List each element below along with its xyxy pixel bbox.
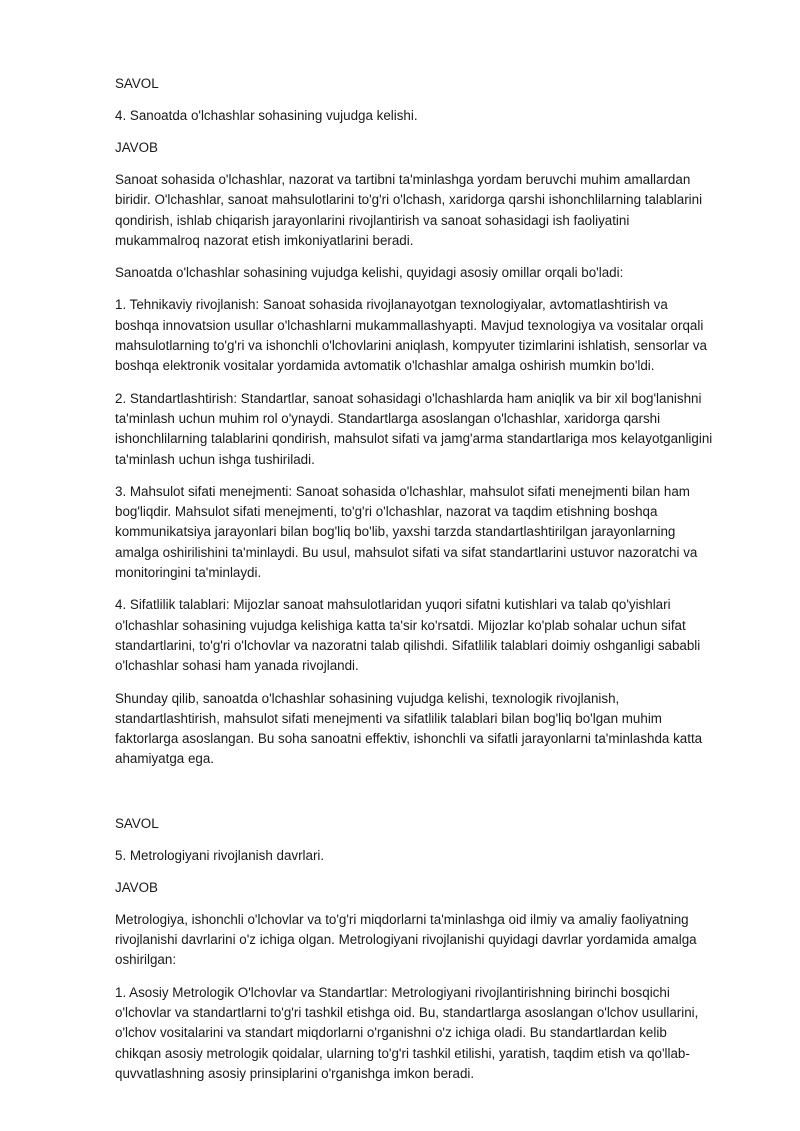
answer-paragraph: 1. Asosiy Metrologik O'lchovlar va Standartlar: Metrologiyani rivojlantirishning birinchi bosqichi o'lchovlar va standartlarni to'g'ri tashkil etishga oid. Bu, standartlarga asoslangan o'lchov usullarini, o'lchov vositalarini va standart miqdorlarni o'rganishni o'z ichiga oladi. Bu standartlardan kelib chikqan asosiy metrologik qoidalar, ularning to'g'ri tashkil etilishi, yaratish, taqdim etish va qo'llab-quvvatlashning asosiy prinsiplarini o'rganishga imkon beradi. <box>115 984 699 1081</box>
answer-paragraph: Sanoatda o'lchashlar sohasining vujudga kelishi, quyidagi asosiy omillar orqali bo'ladi: <box>115 265 624 281</box>
question-text: 4. Sanoatda o'lchashlar sohasining vujudga kelishi. <box>115 108 418 123</box>
answer-paragraph: 4. Sifatlilik talablari: Mijozlar sanoat mahsulotlaridan yuqori sifatni kutishlari va talab qo'yishlari o'lchashlar sohasining vujudga kelishiga katta ta'sir ko'rsatdi. Mijozlar ko'plab sohalar uchun sifat standartlarini, to'g'ri o'lchovlar va nazoratni talab qilishdi. Sifatlilik talablari doimiy oshganligi sababli o'lchashlar sohasi ham yanada rivojlandi. <box>115 597 701 674</box>
section-gap <box>115 782 715 814</box>
answer-paragraph: Sanoat sohasida o'lchashlar, nazorat va tartibni ta'minlashga yordam beruvchi muhim amallardan biridir. O'lchashlar, sanoat mahsulotlarini to'g'ri o'lchash, xaridorga qarshi ishonchlilarning talablarini qondirish, ishlab chiqarish jarayonlarini rivojlantirish va sanoat sohasidagi ish faoliyatini mukammalroq nazorat etish imkoniyatlarini beradi. <box>115 172 703 248</box>
document-page <box>115 74 715 1096</box>
savol-label: SAVOL <box>115 76 159 91</box>
answer-paragraph: 1. Tehnikaviy rivojlanish: Sanoat sohasida rivojlanayotgan texnologiyalar, avtomatlashtirish va boshqa innovatsion usullar o'lchashlarni mukammallashyapti. Mavjud texnologiya va vositalar orqali mahsulotlarning to'g'ri va ishonchli o'lchovlarini aniqlash, kompyuter tizimlarini ishlatish, sensorlar va boshqa elektronik vositalar yordamida avtomatik o'lchashlar amalga oshirish mumkin bo'ldi. <box>115 297 707 374</box>
answer-paragraph: 2. Standartlashtirish: Standartlar, sanoat sohasidagi o'lchashlarda ham aniqlik va bir xil bog'lanishni ta'minlash uchun muhim rol o'ynaydi. Standartlarga asoslangan o'lchashlar, xaridorga qarshi ishonchlilarning talablarini qondirish, mahsulot sifati va jamg'arma standartlariga mos kelayotganligini ta'minlash uchun ishga tushiriladi. <box>115 390 713 467</box>
answer-paragraph: Shunday qilib, sanoatda o'lchashlar sohasining vujudga kelishi, texnologik rivojlanish, standartlashtirish, mahsulot sifati menejmenti va sifatlilik talablari bilan bog'liq bo'lgan muhim faktorlarga asoslangan. Bu soha sanoatni effektiv, ishonchli va sifatli jarayonlarni ta'minlashda katta ahamiyatga ega. <box>115 690 703 767</box>
qa-section-5 <box>115 814 715 1084</box>
qa-section-4 <box>115 74 715 770</box>
answer-paragraph: 3. Mahsulot sifati menejmenti: Sanoat sohasida o'lchashlar, mahsulot sifati menejmenti bilan ham bog'liqdir. Mahsulot sifati menejmenti, to'g'ri o'lchashlar, nazorat va taqdim etishning boshqa kommunikatsiya jarayonlari bilan bog'liq bo'lib, yaxshi tarzda standartlashtirilgan jarayonlarning amalga oshirilishini ta'minlaydi. Bu usul, mahsulot sifati va sifat standartlarini ustuvor nazoratchi va monitoringini ta'minlaydi. <box>115 483 698 581</box>
question-text: 5. Metrologiyani rivojlanish davrlari. <box>115 847 325 863</box>
javob-label: JAVOB <box>115 879 158 895</box>
savol-label: SAVOL <box>115 815 159 831</box>
javob-label: JAVOB <box>115 140 158 155</box>
answer-paragraph: Metrologiya, ishonchli o'lchovlar va to'g'ri miqdorlarni ta'minlashga oid ilmiy va amaliy faoliyatning rivojlanishi davrlarini o'z ichiga olgan. Metrologiyani rivojlanishi quyidagi davrlar yordamida amalga oshirilgan: <box>115 911 697 968</box>
